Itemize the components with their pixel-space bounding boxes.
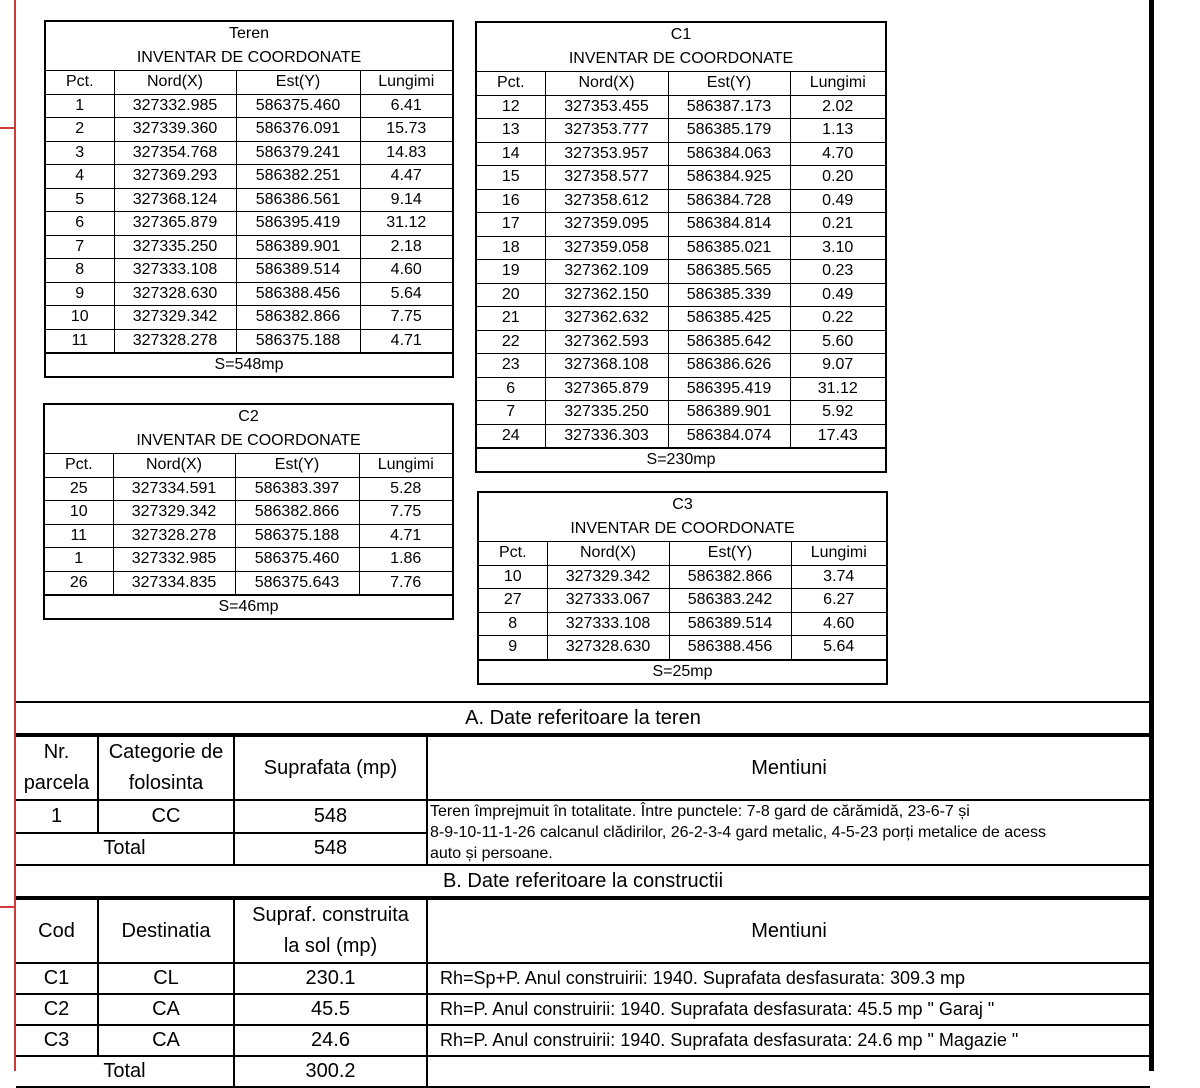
pct-cell: 23 [477, 354, 545, 378]
table-row [46, 235, 452, 259]
lungimi-header: Lungimi [359, 454, 452, 478]
table-row [479, 636, 886, 660]
table-row [45, 477, 452, 501]
pct-cell: 14 [477, 142, 545, 166]
nord-cell: 327335.250 [114, 235, 236, 259]
nord-header: Nord(X) [114, 71, 236, 95]
area-label: S=25mp [479, 660, 886, 683]
table-row [477, 260, 885, 284]
nord-cell: 327332.985 [114, 94, 236, 118]
pct-cell: 21 [477, 307, 545, 331]
nord-cell: 327362.632 [545, 307, 668, 331]
pct-cell: 10 [46, 306, 114, 330]
lungimi-cell: 1.86 [359, 548, 452, 572]
est-cell: 586389.901 [236, 235, 360, 259]
table-row [477, 377, 885, 401]
nord-cell: 327353.777 [545, 119, 668, 143]
est-cell: 586375.188 [236, 329, 360, 353]
est-cell: 586385.565 [668, 260, 790, 284]
nord-cell: 327368.124 [114, 188, 236, 212]
nr-parcela-cell: 1 [16, 800, 98, 833]
pct-cell: 11 [45, 524, 113, 548]
nord-cell: 327358.612 [545, 189, 668, 213]
lungimi-cell: 31.12 [790, 377, 885, 401]
lungimi-cell: 9.07 [790, 354, 885, 378]
pct-cell: 15 [477, 166, 545, 190]
inventory-name: C3 [672, 496, 693, 513]
pct-cell: 17 [477, 213, 545, 237]
table-row [477, 189, 885, 213]
pct-cell: 22 [477, 330, 545, 354]
nord-cell: 327328.630 [114, 282, 236, 306]
cod-cell: C1 [16, 963, 98, 994]
lungimi-cell: 9.14 [360, 188, 452, 212]
est-cell: 586395.419 [236, 212, 360, 236]
lungimi-cell: 5.64 [791, 636, 886, 660]
table-row [45, 524, 452, 548]
cod-cell: C3 [16, 1025, 98, 1056]
lungimi-cell: 4.60 [791, 612, 886, 636]
est-cell: 586379.241 [236, 141, 360, 165]
table-row [477, 354, 885, 378]
lungimi-cell: 2.02 [790, 95, 885, 119]
lungimi-cell: 0.23 [790, 260, 885, 284]
nord-cell: 327369.293 [114, 165, 236, 189]
nord-cell: 327332.985 [113, 548, 235, 572]
suprafata-cell: 230.1 [234, 963, 427, 994]
nord-header: Nord(X) [547, 542, 669, 566]
lungimi-cell: 2.18 [360, 235, 452, 259]
pct-cell: 24 [477, 424, 545, 448]
mentiuni-header: Mentiuni [427, 736, 1150, 800]
est-cell: 586389.514 [669, 612, 791, 636]
table-row [46, 141, 452, 165]
pct-cell: 6 [46, 212, 114, 236]
section-b-title: B. Date referitoare la constructii [16, 866, 1150, 898]
lungimi-cell: 15.73 [360, 118, 452, 142]
categorie-cell: CC [98, 800, 234, 833]
column-header-row [479, 542, 886, 566]
column-header-row [477, 72, 885, 96]
table-row [477, 330, 885, 354]
inventory-c1 [475, 21, 887, 473]
pct-cell: 12 [477, 95, 545, 119]
inventory-c2 [43, 403, 454, 620]
inventory-subtitle: INVENTAR DE COORDONATE [570, 520, 795, 537]
construction-row [16, 963, 1150, 994]
table-row [477, 236, 885, 260]
table-row [477, 401, 885, 425]
pct-cell: 18 [477, 236, 545, 260]
coordinate-table [46, 70, 452, 353]
est-cell: 586385.021 [668, 236, 790, 260]
pct-cell: 9 [479, 636, 547, 660]
pct-cell: 20 [477, 283, 545, 307]
pct-cell: 26 [45, 571, 113, 595]
total-value: 300.2 [234, 1056, 427, 1087]
inventory-name: C2 [238, 408, 259, 425]
mentiuni-cell: Rh=P. Anul construirii: 1940. Suprafata desfasurata: 45.5 mp " Garaj " [427, 994, 1150, 1025]
est-cell: 586388.456 [236, 282, 360, 306]
lungimi-cell: 6.41 [360, 94, 452, 118]
est-header: Est(Y) [235, 454, 359, 478]
est-cell: 586385.179 [668, 119, 790, 143]
inventory-subtitle: INVENTAR DE COORDONATE [136, 49, 362, 66]
est-cell: 586375.188 [235, 524, 359, 548]
nord-cell: 327365.879 [545, 377, 668, 401]
pct-cell: 8 [479, 612, 547, 636]
table-row [46, 282, 452, 306]
cod-cell: C2 [16, 994, 98, 1025]
lungimi-header: Lungimi [791, 542, 886, 566]
suprafata-cell: 548 [234, 800, 427, 833]
table-row [477, 95, 885, 119]
nord-cell: 327362.593 [545, 330, 668, 354]
nord-cell: 327365.879 [114, 212, 236, 236]
est-header: Est(Y) [668, 72, 790, 96]
lungimi-cell: 7.75 [360, 306, 452, 330]
lungimi-cell: 0.22 [790, 307, 885, 331]
lungimi-cell: 4.71 [360, 329, 452, 353]
est-cell: 586384.063 [668, 142, 790, 166]
pct-cell: 7 [477, 401, 545, 425]
lungimi-cell: 0.20 [790, 166, 885, 190]
mentiuni-line: 8-9-10-11-1-26 calcanul clădirilor, 26-2-3-4 gard metalic, 4-5-23 porți metalice de acess [430, 824, 1046, 841]
lungimi-cell: 3.74 [791, 565, 886, 589]
est-cell: 586382.251 [236, 165, 360, 189]
est-cell: 586386.626 [668, 354, 790, 378]
table-row [477, 307, 885, 331]
lungimi-cell: 5.60 [790, 330, 885, 354]
nord-cell: 327328.630 [547, 636, 669, 660]
est-cell: 586384.728 [668, 189, 790, 213]
nord-cell: 327359.058 [545, 236, 668, 260]
table-row [477, 424, 885, 448]
construction-data-table [16, 898, 1150, 1088]
lungimi-cell: 0.21 [790, 213, 885, 237]
table-row [46, 212, 452, 236]
inventory-header [45, 405, 452, 453]
suprafata-cell: 45.5 [234, 994, 427, 1025]
suprafata-header: Suprafata (mp) [234, 736, 427, 800]
lungimi-cell: 4.60 [360, 259, 452, 283]
est-cell: 586384.925 [668, 166, 790, 190]
inventory-header [477, 23, 885, 71]
destinatia-header: Destinatia [98, 899, 234, 963]
est-cell: 586388.456 [669, 636, 791, 660]
lungimi-cell: 4.47 [360, 165, 452, 189]
destinatia-cell: CL [98, 963, 234, 994]
table-row [46, 165, 452, 189]
area-label: S=230mp [477, 448, 885, 471]
inventory-header [479, 493, 886, 541]
pct-header: Pct. [477, 72, 545, 96]
coordinate-table [477, 71, 885, 448]
nord-cell: 327329.342 [547, 565, 669, 589]
nord-cell: 327362.109 [545, 260, 668, 284]
pct-cell: 13 [477, 119, 545, 143]
nord-cell: 327329.342 [114, 306, 236, 330]
nord-header: Nord(X) [545, 72, 668, 96]
est-header: Est(Y) [669, 542, 791, 566]
lungimi-header: Lungimi [790, 72, 885, 96]
nord-cell: 327335.250 [545, 401, 668, 425]
coordinate-table [479, 541, 886, 660]
est-cell: 586385.642 [668, 330, 790, 354]
construction-header-row [16, 899, 1150, 963]
est-cell: 586386.561 [236, 188, 360, 212]
est-cell: 586375.460 [235, 548, 359, 572]
pct-cell: 6 [477, 377, 545, 401]
pct-cell: 19 [477, 260, 545, 284]
inventory-name: C1 [670, 26, 692, 43]
table-row [479, 589, 886, 613]
margin-tick [0, 906, 16, 908]
table-row [45, 501, 452, 525]
est-cell: 586387.173 [668, 95, 790, 119]
nord-cell: 327359.095 [545, 213, 668, 237]
pct-cell: 16 [477, 189, 545, 213]
land-header-row [16, 736, 1150, 800]
pct-header: Pct. [45, 454, 113, 478]
table-row [477, 283, 885, 307]
table-row [477, 213, 885, 237]
nr-parcela-header: Nr. parcela [16, 736, 98, 800]
total-label: Total [16, 1056, 234, 1087]
est-cell: 586385.339 [668, 283, 790, 307]
pct-cell: 10 [479, 565, 547, 589]
table-row [477, 166, 885, 190]
inventory-header [46, 22, 452, 70]
land-mentiuni-cell [427, 800, 1150, 865]
nord-cell: 327328.278 [114, 329, 236, 353]
est-header: Est(Y) [236, 71, 360, 95]
est-cell: 586382.866 [235, 501, 359, 525]
nord-cell: 327336.303 [545, 424, 668, 448]
nord-header: Nord(X) [113, 454, 235, 478]
est-cell: 586389.514 [236, 259, 360, 283]
lungimi-cell: 14.83 [360, 141, 452, 165]
nord-cell: 327353.957 [545, 142, 668, 166]
pct-cell: 8 [46, 259, 114, 283]
est-cell: 586383.397 [235, 477, 359, 501]
est-cell: 586385.425 [668, 307, 790, 331]
land-data-table [16, 735, 1150, 866]
lungimi-cell: 5.64 [360, 282, 452, 306]
pct-cell: 7 [46, 235, 114, 259]
lungimi-cell: 5.92 [790, 401, 885, 425]
est-cell: 586382.866 [236, 306, 360, 330]
est-cell: 586383.242 [669, 589, 791, 613]
lungimi-cell: 0.49 [790, 189, 885, 213]
lungimi-cell: 31.12 [360, 212, 452, 236]
inventory-subtitle: INVENTAR DE COORDONATE [136, 432, 361, 449]
nord-cell: 327368.108 [545, 354, 668, 378]
pct-cell: 1 [45, 548, 113, 572]
cod-header: Cod [16, 899, 98, 963]
coordinate-table [45, 453, 452, 595]
supraf-construita-header: Supraf. construita la sol (mp) [234, 899, 427, 963]
inventory-subtitle: INVENTAR DE COORDONATE [568, 50, 794, 67]
nord-cell: 327334.835 [113, 571, 235, 595]
column-header-row [45, 454, 452, 478]
table-row [46, 94, 452, 118]
table-row [46, 329, 452, 353]
pct-cell: 5 [46, 188, 114, 212]
mentiuni-line: auto și persoane. [430, 845, 553, 862]
table-row [46, 306, 452, 330]
inventory-name: Teren [228, 25, 270, 42]
nord-cell: 327339.360 [114, 118, 236, 142]
pct-cell: 2 [46, 118, 114, 142]
est-cell: 586384.814 [668, 213, 790, 237]
table-row [477, 119, 885, 143]
construction-total-row [16, 1056, 1150, 1087]
construction-row [16, 994, 1150, 1025]
table-row [479, 565, 886, 589]
total-value: 548 [234, 833, 427, 866]
est-cell: 586384.074 [668, 424, 790, 448]
land-row [16, 800, 1150, 833]
lungimi-cell: 0.49 [790, 283, 885, 307]
table-row [477, 142, 885, 166]
pct-cell: 4 [46, 165, 114, 189]
pct-cell: 3 [46, 141, 114, 165]
table-row [479, 612, 886, 636]
table-row [46, 118, 452, 142]
lungimi-header: Lungimi [360, 71, 452, 95]
area-label: S=548mp [46, 353, 452, 376]
total-label: Total [16, 833, 234, 866]
lungimi-cell: 17.43 [790, 424, 885, 448]
est-cell: 586375.460 [236, 94, 360, 118]
destinatia-cell: CA [98, 994, 234, 1025]
lungimi-cell: 7.76 [359, 571, 452, 595]
nord-cell: 327353.455 [545, 95, 668, 119]
est-cell: 586375.643 [235, 571, 359, 595]
lungimi-cell: 4.71 [359, 524, 452, 548]
pct-header: Pct. [46, 71, 114, 95]
est-cell: 586376.091 [236, 118, 360, 142]
lungimi-cell: 7.75 [359, 501, 452, 525]
lungimi-cell: 5.28 [359, 477, 452, 501]
pct-cell: 9 [46, 282, 114, 306]
empty-cell [427, 1056, 1150, 1087]
table-row [45, 548, 452, 572]
pct-cell: 27 [479, 589, 547, 613]
inventory-c3 [477, 491, 888, 685]
nord-cell: 327334.591 [113, 477, 235, 501]
est-cell: 586382.866 [669, 565, 791, 589]
lungimi-cell: 4.70 [790, 142, 885, 166]
pct-cell: 1 [46, 94, 114, 118]
table-row [46, 188, 452, 212]
construction-row [16, 1025, 1150, 1056]
mentiuni-cell: Rh=Sp+P. Anul construirii: 1940. Suprafata desfasurata: 309.3 mp [427, 963, 1150, 994]
nord-cell: 327358.577 [545, 166, 668, 190]
suprafata-cell: 24.6 [234, 1025, 427, 1056]
destinatia-cell: CA [98, 1025, 234, 1056]
table-row [45, 571, 452, 595]
section-a-title: A. Date referitoare la teren [16, 703, 1150, 735]
est-cell: 586389.901 [668, 401, 790, 425]
nord-cell: 327333.067 [547, 589, 669, 613]
table-row [46, 259, 452, 283]
pct-cell: 25 [45, 477, 113, 501]
lungimi-cell: 6.27 [791, 589, 886, 613]
nord-cell: 327354.768 [114, 141, 236, 165]
nord-cell: 327329.342 [113, 501, 235, 525]
area-label: S=46mp [45, 595, 452, 618]
nord-cell: 327333.108 [114, 259, 236, 283]
nord-cell: 327333.108 [547, 612, 669, 636]
categorie-header: Categorie de folosinta [98, 736, 234, 800]
mentiuni-line: Teren împrejmuit în totalitate. Între punctele: 7-8 gard de cărămidă, 23-6-7 și [430, 803, 970, 820]
est-cell: 586395.419 [668, 377, 790, 401]
lungimi-cell: 1.13 [790, 119, 885, 143]
lungimi-cell: 3.10 [790, 236, 885, 260]
nord-cell: 327328.278 [113, 524, 235, 548]
column-header-row [46, 71, 452, 95]
mentiuni-cell: Rh=P. Anul construirii: 1940. Suprafata desfasurata: 24.6 mp " Magazie " [427, 1025, 1150, 1056]
nord-cell: 327362.150 [545, 283, 668, 307]
pct-cell: 11 [46, 329, 114, 353]
mentiuni-header: Mentiuni [427, 899, 1150, 963]
inventory-teren [44, 20, 454, 378]
data-sections [16, 701, 1150, 1088]
margin-tick [0, 127, 16, 129]
pct-header: Pct. [479, 542, 547, 566]
pct-cell: 10 [45, 501, 113, 525]
